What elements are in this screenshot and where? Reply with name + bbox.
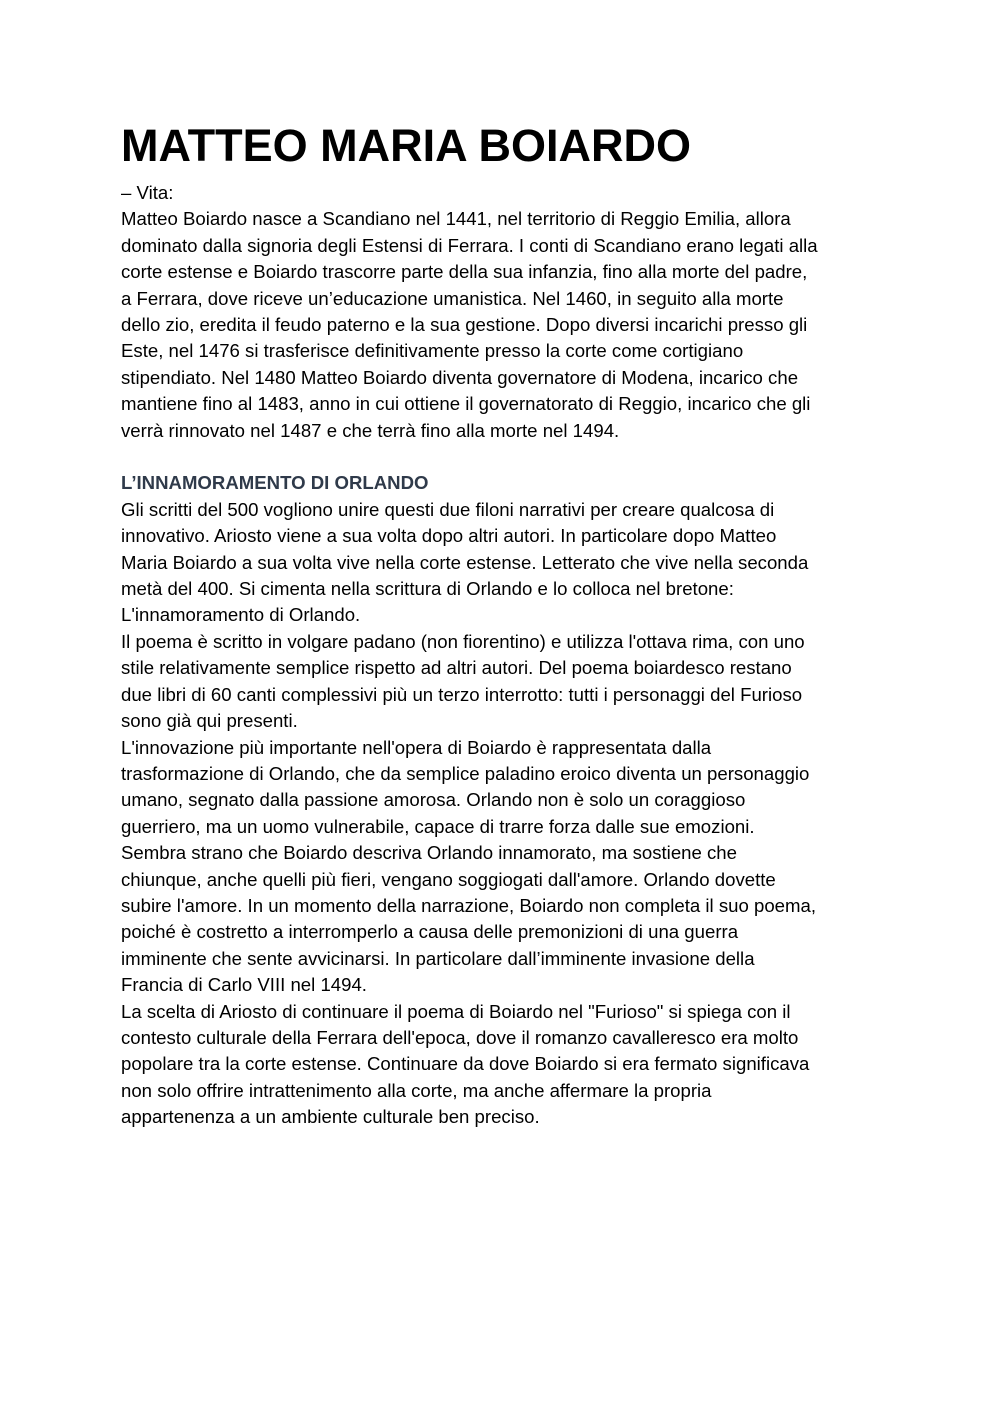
vita-label: – Vita: <box>121 182 174 203</box>
text-line: mantiene fino al 1483, anno in cui ottiene il governatorato di Reggio, incarico che gli <box>121 393 811 415</box>
text-line: Matteo Boiardo nasce a Scandiano nel 1441, nel territorio di Reggio Emilia, allora <box>121 208 791 230</box>
text-line: chiunque, anche quelli più fieri, vengano soggiogati dall'amore. Orlando dovette <box>121 868 776 890</box>
paragraph-spacer <box>121 444 881 470</box>
text-line: non solo offrire intrattenimento alla corte, ma anche affermare la propria <box>121 1079 712 1101</box>
text-line: L'innovazione più importante nell'opera di Boiardo è rappresentata dalla <box>121 736 712 758</box>
text-line: L'innamoramento di Orlando. <box>121 604 361 626</box>
text-line: verrà rinnovato nel 1487 e che terrà fino alla morte nel 1494. <box>121 419 620 441</box>
text-line: popolare tra la corte estense. Continuare da dove Boiardo si era fermato significava <box>121 1053 810 1075</box>
text-line: Il poema è scritto in volgare padano (non fiorentino) e utilizza l'ottava rima, con uno <box>121 630 805 652</box>
text-line: La scelta di Ariosto di continuare il poema di Boiardo nel "Furioso" si spiega con il <box>121 1000 791 1022</box>
section-heading: L’INNAMORAMENTO DI ORLANDO <box>121 472 429 494</box>
document-page <box>121 118 881 1131</box>
vita-paragraph <box>121 180 881 444</box>
text-line: Gli scritti del 500 vogliono unire questi due filoni narrativi per creare qualcosa di <box>121 498 775 520</box>
text-line: Maria Boiardo a sua volta vive nella corte estense. Letterato che vive nella seconda <box>121 551 809 573</box>
text-line: imminente che sente avvicinarsi. In particolare dall’imminente invasione della <box>121 947 755 969</box>
text-line: metà del 400. Si cimenta nella scrittura di Orlando e lo colloca nel bretone: <box>121 578 734 600</box>
text-line: Sembra strano che Boiardo descriva Orlando innamorato, ma sostiene che <box>121 842 737 864</box>
text-line: dello zio, eredita il feudo paterno e la sua gestione. Dopo diversi incarichi presso gli <box>121 314 808 336</box>
text-line: innovativo. Ariosto viene a sua volta dopo altri autori. In particolare dopo Matteo <box>121 525 777 547</box>
text-line: a Ferrara, dove riceve un’educazione umanistica. Nel 1460, in seguito alla morte <box>121 287 784 309</box>
text-line: stile relativamente semplice rispetto ad altri autori. Del poema boiardesco restano <box>121 657 792 679</box>
text-line: poiché è costretto a interromperlo a causa delle premonizioni di una guerra <box>121 921 739 943</box>
text-line: sono già qui presenti. <box>121 710 298 732</box>
text-line: guerriero, ma un uomo vulnerabile, capace di trarre forza dalle sue emozioni. <box>121 815 755 837</box>
text-line: dominato dalla signoria degli Estensi di Ferrara. I conti di Scandiano erano legati alla <box>121 234 818 256</box>
text-line: trasformazione di Orlando, che da semplice paladino eroico diventa un personaggio <box>121 762 810 784</box>
section-paragraph <box>121 497 881 1131</box>
text-line: Francia di Carlo VIII nel 1494. <box>121 974 367 996</box>
text-line: subire l'amore. In un momento della narrazione, Boiardo non completa il suo poema, <box>121 894 817 916</box>
text-line: contesto culturale della Ferrara dell'epoca, dove il romanzo cavalleresco era molto <box>121 1026 799 1048</box>
text-line: Este, nel 1476 si trasferisce definitivamente presso la corte come cortigiano <box>121 340 744 362</box>
document-title: MATTEO MARIA BOIARDO <box>121 120 691 171</box>
text-line: umano, segnato dalla passione amorosa. Orlando non è solo un coraggioso <box>121 789 746 811</box>
text-line: appartenenza a un ambiente culturale ben preciso. <box>121 1106 540 1128</box>
text-line: due libri di 60 canti complessivi più un terzo interrotto: tutti i personaggi del Furioso <box>121 683 803 705</box>
text-line: stipendiato. Nel 1480 Matteo Boiardo diventa governatore di Modena, incarico che <box>121 366 799 388</box>
text-line: corte estense e Boiardo trascorre parte della sua infanzia, fino alla morte del padre, <box>121 261 808 283</box>
